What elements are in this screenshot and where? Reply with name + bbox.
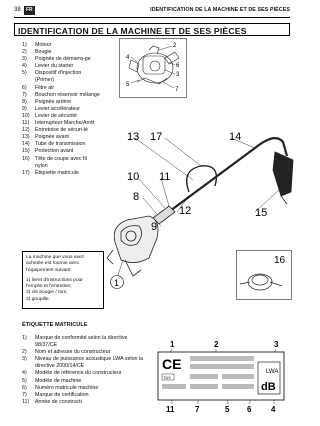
- part-item: [22, 49, 100, 56]
- label-item-number: 5): [22, 377, 27, 384]
- label-item-number: 6): [22, 384, 27, 391]
- part-item-number: 9): [22, 105, 27, 112]
- label-item-label: Numéro matricule machine: [35, 384, 99, 391]
- label-callout-5: 5: [225, 405, 230, 413]
- label-item-label: Année de constructi: [35, 398, 82, 405]
- part-item: [22, 127, 100, 134]
- part-item-label: Poignée arrière: [35, 98, 72, 105]
- part-item-number: 10): [22, 112, 30, 119]
- part-item: [22, 148, 100, 155]
- label-item-label: Modèle de machine: [35, 377, 82, 384]
- part-item-label: Dispositif d'injection (Primer): [35, 70, 82, 84]
- note-item-2: 2) clé bougie / tors;: [26, 290, 68, 296]
- db-label: dB: [261, 381, 276, 393]
- part-item-number: 17): [22, 169, 30, 176]
- main-callout-10: 10: [127, 171, 140, 183]
- part-item-label: Entretoise de sécuri-té: [35, 127, 88, 134]
- part-item: [22, 56, 100, 63]
- label-callout-6: 6: [247, 405, 252, 413]
- note-item-3: 3) goupille.: [26, 296, 50, 302]
- label-item: [22, 399, 146, 406]
- inset-callout-4: 4: [126, 55, 130, 61]
- page-header: [14, 6, 290, 18]
- label-item-label: Marque de conformité selon la directive 98/37/CE: [35, 335, 128, 349]
- part-item: [22, 42, 100, 49]
- part-item: [22, 85, 100, 92]
- label-callout-4: 4: [271, 405, 276, 413]
- label-item: [22, 349, 146, 356]
- serial-label-figure: [150, 338, 290, 413]
- part-item: [22, 134, 100, 141]
- note-intro: La machine que vous avez achetée est fournie avec l'équipement suivant:: [26, 255, 85, 273]
- part-item-number: 13): [22, 134, 30, 141]
- part-item: [22, 120, 100, 127]
- label-callout-11: 11: [166, 405, 175, 413]
- main-callout-11: 11: [159, 171, 171, 183]
- part-item: [22, 106, 100, 113]
- parts-list: [22, 42, 100, 177]
- part-item-number: 3): [22, 56, 27, 63]
- part-item: [22, 170, 100, 177]
- language-badge: FR: [26, 7, 33, 13]
- part-item-label: Levier de sécurité: [35, 112, 77, 119]
- section-title: IDENTIFICATION DE LA MACHINE ET DE SES PIÈCES: [18, 26, 247, 36]
- main-callout-13: 13: [127, 131, 140, 143]
- part-item-label: Tube de transmission: [35, 141, 86, 148]
- part-item-label: Bouchon réservoir mélange: [35, 91, 100, 98]
- part-item-label: Bougie: [35, 49, 52, 56]
- inset-callout-3: 3: [176, 72, 180, 78]
- running-title: IDENTIFICATION DE LA MACHINE ET DE SES PIÈCES: [150, 7, 290, 13]
- part-item: [22, 99, 100, 106]
- inset-callout-6: 6: [176, 63, 180, 69]
- supplied-equipment-note: [22, 251, 104, 309]
- main-callout-12: 12: [179, 205, 192, 217]
- main-callout-8: 8: [133, 191, 140, 203]
- label-item: [22, 335, 146, 349]
- part-item-number: 6): [22, 84, 27, 91]
- label-item: [22, 378, 146, 385]
- label-item-label: Niveau de puissance acoustique LWA selon la directive 2000/14/CE: [35, 356, 144, 370]
- part-item-number: 4): [22, 63, 27, 70]
- cutting-head-figure: [236, 250, 292, 300]
- tuv-mark: TÜV: [163, 375, 171, 380]
- part-item-number: 5): [22, 70, 27, 77]
- ce-mark: CE: [162, 356, 182, 372]
- part-item-label: Interrupteur Marche/Arrêt: [35, 120, 95, 127]
- part-item-number: 8): [22, 98, 27, 105]
- part-item-label: Étiquette matricule: [35, 169, 79, 176]
- label-callout-2: 2: [214, 340, 219, 349]
- inset-callout-2: 2: [173, 43, 177, 49]
- part-item-label: Protection avant: [35, 148, 74, 155]
- note-item-1: 1) livret d'instructions pour l'emploi et l'entretien;: [26, 277, 83, 290]
- inset-callout-7: 7: [175, 87, 179, 93]
- part-item-number: 7): [22, 91, 27, 98]
- part-item-label: Poignée de démarra-ge: [35, 56, 91, 63]
- main-callout-15: 15: [255, 207, 268, 219]
- part-item: [22, 113, 100, 120]
- part-item: [22, 156, 100, 170]
- label-item-number: 3): [22, 356, 27, 363]
- part-item-number: 15): [22, 148, 30, 155]
- part-item-label: Levier accélérateur: [35, 105, 81, 112]
- label-item-number: 11): [22, 398, 30, 405]
- clip-callout-16: 16: [274, 255, 286, 266]
- part-item-label: Filtre air: [35, 84, 55, 91]
- section-title-box: [14, 23, 290, 36]
- part-item-number: 12): [22, 127, 30, 134]
- page-number: 38: [14, 7, 21, 13]
- part-item: [22, 70, 100, 84]
- label-item-number: 4): [22, 370, 27, 377]
- part-item-number: 14): [22, 141, 30, 148]
- label-section-title: ÉTIQUETTE MATRICULE: [22, 322, 88, 328]
- part-item-label: Moteur: [35, 42, 52, 48]
- part-item-label: Tête de coupe avec fil nylon: [35, 155, 87, 169]
- main-callout-14: 14: [229, 131, 242, 143]
- label-item-number: 7): [22, 391, 27, 398]
- part-item-label: Poignée avant: [35, 134, 69, 141]
- label-item-number: 1): [22, 335, 27, 341]
- part-item-number: 2): [22, 49, 27, 56]
- main-callout-9: 9: [151, 221, 158, 233]
- label-callout-3: 3: [274, 340, 279, 349]
- main-callout-1: 1: [114, 278, 120, 288]
- part-item-label: Levier du starter: [35, 63, 74, 70]
- label-item-number: 2): [22, 349, 27, 356]
- label-item-label: Marque de certification: [35, 391, 89, 398]
- lwa-label: LWA: [266, 369, 279, 375]
- part-item: [22, 141, 100, 148]
- engine-inset-figure: [119, 38, 187, 98]
- part-item: [22, 92, 100, 99]
- label-item: [22, 392, 146, 399]
- label-item: [22, 385, 146, 392]
- main-callout-17: 17: [150, 131, 163, 143]
- part-item-number: 16): [22, 155, 30, 162]
- part-item-number: 1): [22, 42, 27, 48]
- label-callout-7: 7: [195, 405, 200, 413]
- part-item-number: 11): [22, 120, 30, 127]
- part-item: [22, 63, 100, 70]
- label-item-label: Nom et adresse du constructeur: [35, 349, 111, 356]
- label-callout-1: 1: [170, 340, 175, 349]
- label-bottom-leader-lines: [172, 400, 274, 404]
- label-item: [22, 356, 146, 370]
- inset-callout-5: 5: [126, 82, 130, 88]
- label-item-label: Modèle de référence du constructeur: [35, 370, 122, 377]
- label-items-list: [22, 335, 146, 406]
- label-item: [22, 370, 146, 377]
